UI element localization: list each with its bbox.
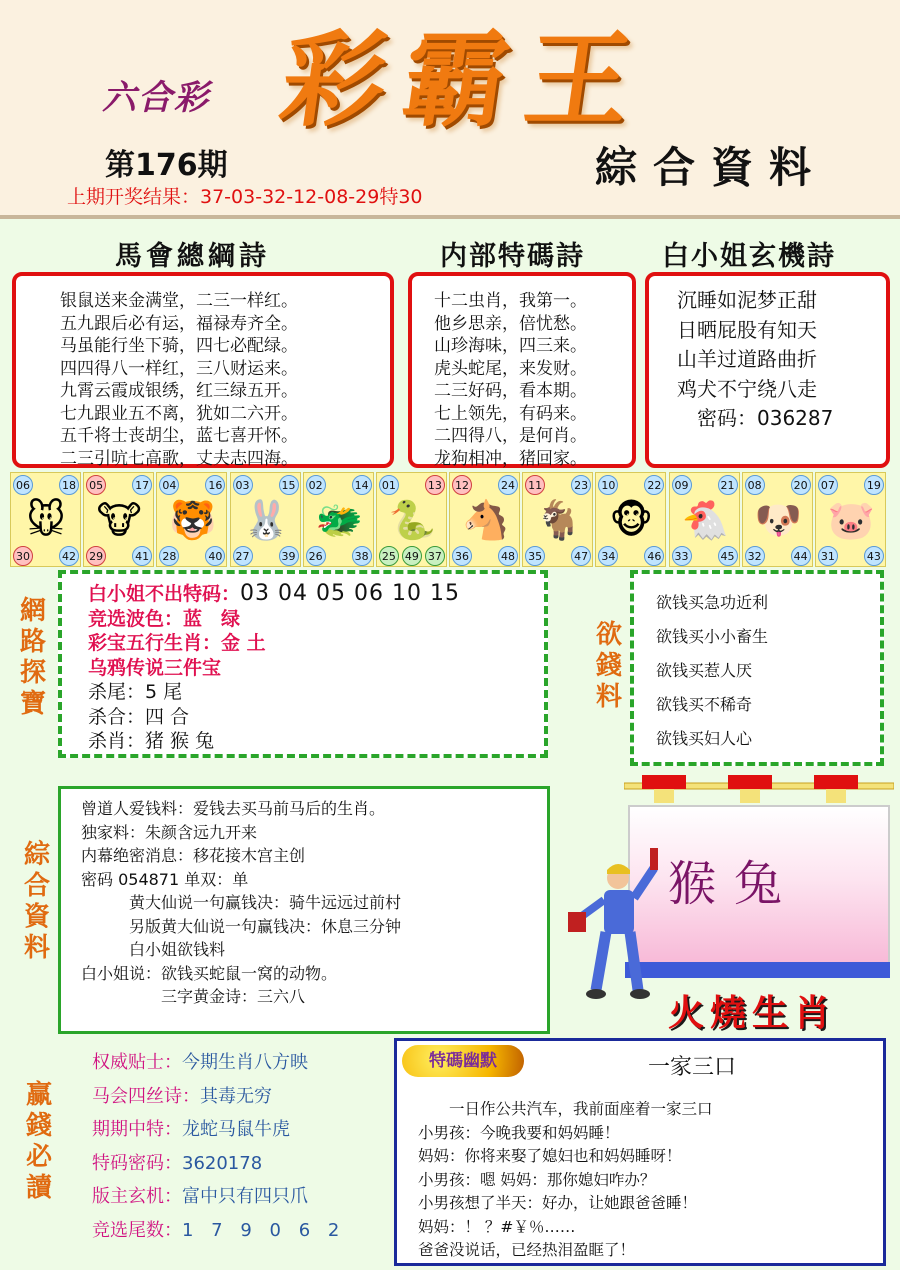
- joke-line: 一日作公共汽车，我前面座着一家三口: [418, 1100, 713, 1118]
- poem-line: 二四得八，是何肖。: [434, 426, 587, 446]
- general-label: [20, 840, 54, 964]
- general-line: 另版黄大仙说一句赢钱决：休息三分钟: [81, 916, 402, 936]
- zodiac-number: 49: [402, 546, 422, 566]
- network-value: 金 土: [221, 632, 266, 654]
- poem-line: 他乡思亲，倍忧愁。: [434, 313, 587, 334]
- label-char: 欲: [595, 620, 622, 650]
- header-divider: [0, 215, 900, 219]
- win-value: 其毒无穷: [200, 1085, 272, 1107]
- network-row: 杀尾：5 尾: [88, 681, 183, 703]
- zodiac-number: 07: [818, 475, 838, 495]
- left-poem: [60, 290, 298, 470]
- pig-icon: 🐷: [827, 498, 876, 542]
- win-key: 版主玄机：: [92, 1186, 182, 1207]
- network-value: 蓝 绿: [183, 607, 241, 630]
- poem-line: 虎头蛇尾，来发财。: [434, 358, 587, 379]
- dragon-icon: 🐲: [315, 498, 363, 542]
- last-result: 上期开奖结果：37-03-32-12-08-29特30: [67, 186, 423, 208]
- zodiac-number: 14: [352, 475, 372, 495]
- general-line: 曾道人爱钱料：爱钱去买马前马后的生肖。: [81, 799, 386, 818]
- ox-icon: 🐮: [96, 498, 142, 542]
- general-line: 黄大仙说一句赢钱决：骑牛远远过前村: [81, 893, 402, 912]
- label-char: 料: [595, 682, 622, 712]
- money-line: 欲钱买不稀奇: [656, 695, 753, 714]
- issue-number: 第176期: [105, 148, 228, 183]
- right-column-title: 白小姐玄機詩: [662, 241, 836, 272]
- network-key: 白小姐不出特码：: [88, 583, 241, 605]
- rooster-icon: 🐔: [681, 498, 729, 542]
- zodiac-number: 23: [571, 475, 591, 495]
- zodiac-number: 45: [718, 546, 738, 566]
- label-char: 錢: [595, 651, 622, 681]
- right-poem-box: [645, 272, 890, 468]
- zodiac-number: 26: [306, 546, 326, 566]
- label-char: 赢: [25, 1080, 52, 1110]
- win-key: 特码密码：: [92, 1152, 182, 1174]
- general-line: 内幕绝密消息：移花接木宫主创: [81, 846, 306, 865]
- label-char: 錢: [25, 1111, 52, 1141]
- zodiac-number: 31: [818, 546, 838, 566]
- win-value: 富中只有四只爪: [182, 1186, 308, 1207]
- zodiac-number: 13: [425, 475, 445, 495]
- label-char: 合: [23, 871, 50, 901]
- zodiac-number: 22: [644, 475, 664, 495]
- money-line: 欲钱买妇人心: [656, 729, 753, 748]
- zodiac-number: 12: [452, 475, 472, 495]
- rabbit-icon: 🐰: [242, 498, 290, 542]
- joke-line: 小男孩：嗯 妈妈：那你媳妇咋办？: [418, 1170, 656, 1189]
- zodiac-number: 46: [644, 546, 664, 566]
- poem-line: 日晒屁股有知天: [677, 317, 817, 342]
- win-key: 马会四丝诗：: [92, 1085, 200, 1107]
- zodiac-number: 30: [13, 546, 33, 566]
- network-key: 彩宝五行生肖：: [88, 632, 222, 654]
- label-char: 料: [23, 933, 50, 963]
- network-key: 乌鸦传说三件宝: [88, 656, 222, 679]
- zodiac-number: 04: [159, 475, 179, 495]
- label-char: 必: [25, 1142, 52, 1172]
- win-row: [92, 1113, 345, 1147]
- money-line: 欲钱买小小畜生: [656, 627, 769, 646]
- zodiac-number: 25: [379, 546, 399, 566]
- label-char: 網: [19, 596, 46, 626]
- general-line: 白小姐说：欲钱买蛇鼠一窝的动物。: [81, 963, 338, 983]
- zodiac-cell-rat: [10, 472, 81, 567]
- mid-poem-box: [408, 272, 636, 468]
- zodiac-number: 03: [233, 475, 253, 495]
- zodiac-number: 02: [306, 475, 326, 495]
- zodiac-number: 06: [13, 475, 33, 495]
- right-poem: [677, 286, 833, 434]
- general-line: 白小姐欲钱料: [81, 940, 226, 959]
- zodiac-number: 29: [86, 546, 106, 566]
- joke-title: 一家三口: [648, 1055, 737, 1080]
- poem-line: 密码：036287: [677, 406, 834, 430]
- poem-line: 沉睡如泥梦正甜: [677, 288, 817, 312]
- win-row: [92, 1180, 345, 1214]
- money-lines: [656, 586, 768, 756]
- network-row: [88, 631, 460, 656]
- zodiac-cell-goat: [522, 472, 593, 567]
- network-red-lines: [88, 582, 460, 680]
- label-char: 寶: [19, 689, 46, 719]
- win-value: 今期生肖八方映: [182, 1052, 308, 1073]
- zodiac-number: 19: [864, 475, 884, 495]
- zodiac-cell-rabbit: [230, 472, 301, 567]
- win-label: [22, 1080, 56, 1204]
- general-box: [58, 786, 550, 1034]
- win-value: 龙蛇马鼠牛虎: [182, 1119, 290, 1140]
- label-char: 探: [19, 658, 46, 688]
- poem-line: 马虽能行坐下骑，四七必配绿。: [60, 336, 298, 356]
- zodiac-number: 16: [205, 475, 225, 495]
- joke-lines: [418, 1098, 713, 1263]
- painter-icon: [560, 840, 670, 1000]
- poem-line: 二三好码，看本期。: [434, 381, 587, 401]
- poem-line: 龙狗相冲，猪回家。: [434, 448, 587, 469]
- zodiac-number: 32: [745, 546, 765, 566]
- zodiac-number: 11: [525, 475, 545, 495]
- billboard-lamps: [624, 775, 894, 803]
- win-value: 1 7 9 0 6 2: [182, 1219, 346, 1241]
- zodiac-number: 33: [672, 546, 692, 566]
- zodiac-cell-rooster: [669, 472, 740, 567]
- poem-line: 十二虫肖，我第一。: [434, 291, 587, 311]
- zodiac-number: 47: [571, 546, 591, 566]
- tiger-icon: 🐯: [169, 498, 217, 542]
- win-row: [92, 1080, 345, 1114]
- money-box: [630, 570, 884, 766]
- win-key: 竞选尾数：: [92, 1219, 182, 1241]
- zodiac-number: 24: [498, 475, 518, 495]
- zodiac-number: 01: [379, 475, 399, 495]
- horse-icon: 🐴: [462, 498, 510, 542]
- poem-line: 银鼠送来金满堂，二三一样红。: [60, 291, 298, 311]
- zodiac-number: 43: [864, 546, 884, 566]
- monkey-icon: 🐵: [609, 498, 654, 542]
- label-char: 資: [23, 902, 50, 932]
- poem-line: 山珍海味，四三来。: [434, 336, 587, 356]
- general-line: 密码 054871 单双：单: [81, 869, 249, 889]
- zodiac-cell-dragon: [303, 472, 374, 567]
- network-box: [58, 570, 548, 758]
- label-char: 綜: [23, 840, 50, 870]
- zodiac-number: 36: [452, 546, 472, 566]
- label-char: 讀: [25, 1173, 52, 1203]
- zodiac-cell-dog: [742, 472, 813, 567]
- general-lines: [81, 797, 401, 1009]
- zodiac-number: 42: [59, 546, 79, 566]
- win-row: [92, 1214, 345, 1248]
- poem-line: 七九跟业五不离，犹如二六开。: [60, 403, 298, 424]
- left-column-title: 馬會總綱詩: [115, 241, 270, 272]
- zodiac-number: 37: [425, 546, 445, 566]
- brand-small: 六合彩: [102, 78, 210, 118]
- poem-line: 山羊过道路曲折: [677, 347, 817, 371]
- zodiac-number: 05: [86, 475, 106, 495]
- network-key: 竞选波色：: [88, 607, 184, 630]
- joke-line: 小男孩：今晚我要和妈妈睡！: [418, 1123, 620, 1142]
- zodiac-number: 17: [132, 475, 152, 495]
- rat-icon: 🐭: [26, 498, 66, 542]
- win-value: 3620178: [182, 1152, 263, 1174]
- zodiac-number: 34: [598, 546, 618, 566]
- mid-column-title: 内部特碼詩: [440, 241, 585, 272]
- zodiac-cell-monkey: [595, 472, 666, 567]
- poem-line: 五千将士丧胡尘，蓝七喜开怀。: [60, 426, 298, 446]
- joke-line: 妈妈：你将来娶了媳妇也和妈妈睡呀！: [418, 1147, 682, 1165]
- goat-icon: 🐐: [535, 498, 583, 542]
- poem-line: 五九跟后必有运，福禄寿齐全。: [60, 313, 298, 334]
- zodiac-number: 18: [59, 475, 79, 495]
- zodiac-number: 27: [233, 546, 253, 566]
- win-row: [92, 1046, 345, 1080]
- poem-line: 二三引吭七高歌，丈夫志四海。: [60, 448, 298, 469]
- publisher: 綜合資料: [595, 143, 828, 192]
- zodiac-number: 15: [279, 475, 299, 495]
- network-row: [88, 607, 460, 632]
- zodiac-number: 20: [791, 475, 811, 495]
- zodiac-number: 44: [791, 546, 811, 566]
- snake-icon: 🐍: [388, 498, 437, 542]
- zodiac-number: 41: [132, 546, 152, 566]
- joke-badge: 特碼幽默: [402, 1045, 524, 1077]
- network-row: 杀合：四 合: [88, 705, 190, 728]
- network-row: 杀肖：猪 猴 兔: [88, 730, 215, 752]
- general-line: 独家料：朱颜含远九开来: [81, 822, 258, 842]
- win-lines: [92, 1046, 345, 1247]
- joke-line: 小男孩想了半天：好办，让她跟爸爸睡！: [418, 1194, 698, 1212]
- money-line: 欲钱买惹人厌: [656, 661, 753, 680]
- poem-line: 四四得八一样红，三八财运来。: [60, 358, 298, 379]
- zodiac-number: 21: [718, 475, 738, 495]
- joke-line: 爸爸没说话，已经热泪盈眶了！: [418, 1241, 636, 1259]
- zodiac-number: 28: [159, 546, 179, 566]
- zodiac-number: 09: [672, 475, 692, 495]
- zodiac-cell-pig: [815, 472, 886, 567]
- win-row: [92, 1147, 345, 1181]
- label-char: 路: [19, 627, 46, 657]
- mid-poem: [434, 290, 587, 470]
- fire-caption: 火燒生肖: [668, 992, 837, 1034]
- network-label: [16, 596, 50, 720]
- win-key: 期期中特：: [92, 1119, 182, 1140]
- money-label: [592, 620, 626, 713]
- joke-line: 妈妈：！ ？#￥％……: [418, 1217, 576, 1236]
- general-line: 三字黄金诗：三六八: [81, 987, 306, 1006]
- left-poem-box: [12, 272, 394, 468]
- page-title: 彩霸王: [273, 18, 657, 141]
- network-value: 03 04 05 06 10 15: [240, 581, 460, 606]
- poem-line: 九霄云霞成银绣，红三绿五开。: [60, 381, 298, 401]
- money-line: 欲钱买急功近利: [656, 593, 769, 612]
- dog-icon: 🐶: [754, 498, 802, 542]
- win-key: 权威贴士：: [92, 1052, 182, 1073]
- network-row: [88, 582, 460, 607]
- zodiac-cell-snake: [376, 472, 447, 567]
- zodiac-cell-ox: [83, 472, 154, 567]
- zodiac-number: 10: [598, 475, 618, 495]
- zodiac-number: 08: [745, 475, 765, 495]
- network-row: [88, 656, 460, 681]
- network-black-lines: [88, 680, 214, 754]
- billboard-text: 猴兔: [668, 856, 801, 912]
- zodiac-strip: [10, 472, 888, 567]
- zodiac-cell-tiger: [156, 472, 227, 567]
- poem-line: 七上领先，有码来。: [434, 403, 587, 424]
- poem-line: 鸡犬不宁绕八走: [677, 376, 817, 401]
- zodiac-number: 38: [352, 546, 372, 566]
- zodiac-number: 35: [525, 546, 545, 566]
- zodiac-cell-horse: [449, 472, 520, 567]
- zodiac-number: 48: [498, 546, 518, 566]
- zodiac-number: 39: [279, 546, 299, 566]
- zodiac-number: 40: [205, 546, 225, 566]
